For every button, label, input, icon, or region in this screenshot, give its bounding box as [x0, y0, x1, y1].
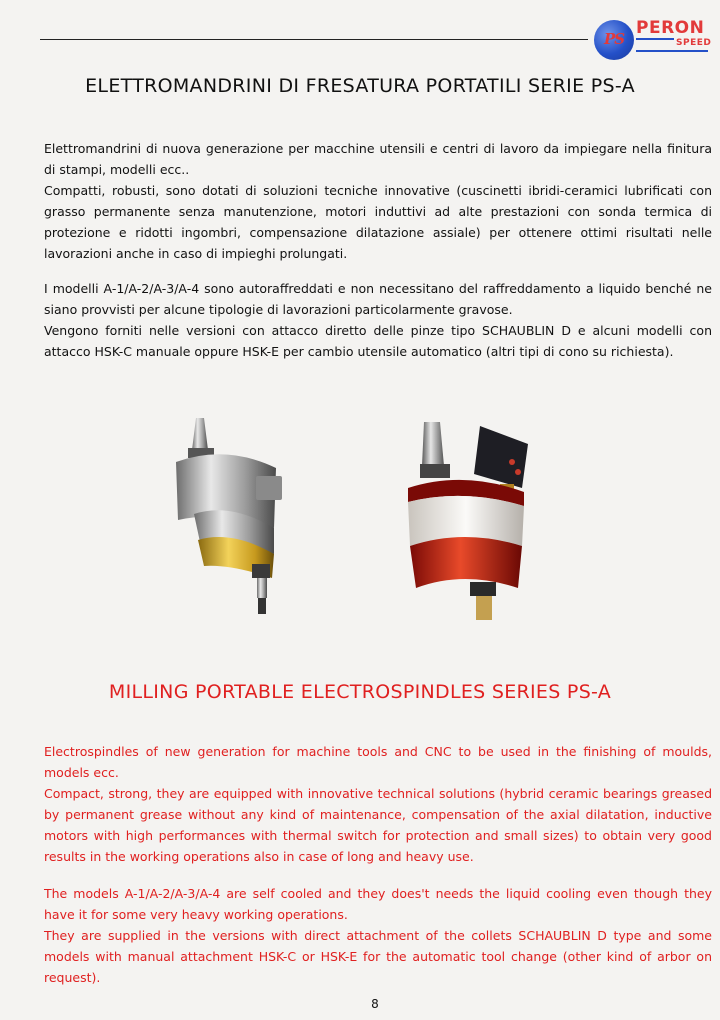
logo-monogram: PS — [603, 30, 625, 48]
italian-paragraph-2 — [44, 278, 712, 362]
peron-speed-logo — [594, 16, 712, 64]
english-text-2b: They are supplied in the versions with direct attachment of the collets SCHAUBLIN D type and some models with manual attachment HSK-C or HSK-E for the automatic tool change (other kind of arbor on request). — [44, 928, 712, 985]
spindle-photo-gold — [170, 414, 290, 618]
english-title: MILLING PORTABLE ELECTROSPINDLES SERIES PS-A — [108, 681, 612, 703]
italian-text-2: I modelli A-1/A-2/A-3/A-4 sono autoraffreddati e non necessitano del raffreddamento a liquido benché ne siano provvisti per alcune tipologie di lavorazioni particolarmente gravose. — [44, 281, 712, 317]
english-paragraph-2 — [44, 883, 712, 988]
spindle-photo-red — [400, 418, 560, 626]
english-paragraph-1 — [44, 741, 712, 867]
italian-paragraph-1 — [44, 138, 712, 264]
italian-text-2b: Vengono forniti nelle versioni con attacco diretto delle pinze tipo SCHAUBLIN D e alcuni modelli con attacco HSK-C manuale oppure HSK-E per cambio utensile automatico (altri tipi di cono su richiesta). — [44, 323, 712, 359]
logo-bar — [636, 38, 674, 40]
logo-brand: PERON — [636, 18, 705, 38]
english-text-1: Electrospindles of new generation for machine tools and CNC to be used in the finishing of moulds, models ecc. — [44, 744, 712, 780]
italian-text-1: Elettromandrini di nuova generazione per macchine utensili e centri di lavoro da impiegare nella finitura di stampi, modelli ecc.. — [44, 141, 712, 177]
italian-text-1b: Compatti, robusti, sono dotati di soluzioni tecniche innovative (cuscinetti ibridi-ceramici lubrificati con grasso permanente senza manutenzione, motori induttivi ad alte prestazioni con sonda termica di protezione e ridotti ingombri, compensazione dilatazione assiale) per ottenere ottimi risultati nelle lavorazioni anche in caso di impieghi prolungati. — [44, 183, 712, 261]
page-number: 8 — [371, 997, 379, 1011]
english-text-2: The models A-1/A-2/A-3/A-4 are self cooled and they does't needs the liquid cooling even though they have it for some very heavy working operations. — [44, 886, 712, 922]
header-rule — [40, 39, 588, 40]
logo-sub: SPEED — [676, 38, 712, 48]
italian-title: ELETTROMANDRINI DI FRESATURA PORTATILI SERIE PS-A — [85, 75, 635, 97]
english-text-1b: Compact, strong, they are equipped with innovative technical solutions (hybrid ceramic bearings greased by permanent grease without any kind of maintenance, compensation of the axial dilatation, inductive motors with high performances with thermal switch for protection and small sizes) to obtain very good results in the working operations also in case of long and heavy use. — [44, 786, 712, 864]
logo-bar-lower — [636, 50, 708, 52]
